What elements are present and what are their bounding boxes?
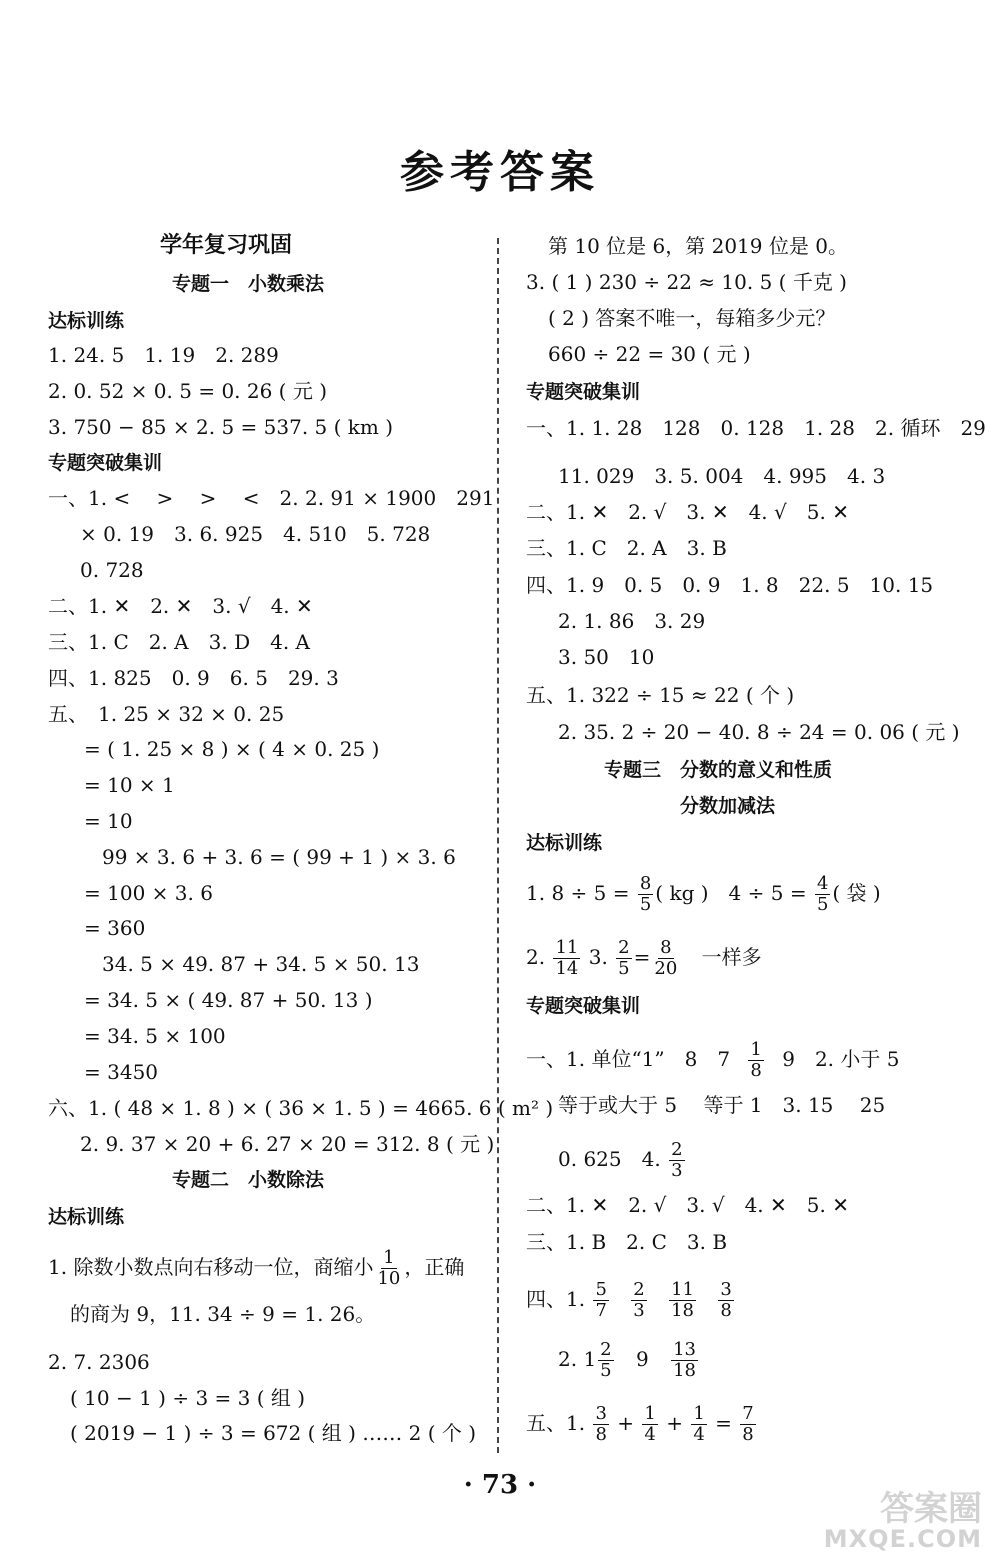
answer-line: 等于或大于 5 等于 1 3. 15 25 [558, 1093, 886, 1117]
numerator: 1 [693, 1403, 705, 1424]
fraction [691, 1404, 706, 1445]
denominator: 7 [595, 1300, 607, 1321]
answer-line [558, 1340, 700, 1381]
fraction [718, 1280, 733, 1321]
answer-line: = 10 × 1 [84, 773, 175, 797]
answer-text: 1. 除数小数点向右移动一位，商缩小 [48, 1255, 374, 1279]
answer-text: + [617, 1411, 635, 1435]
answer-line: 3. ( 1 ) 230 ÷ 22 ≈ 10. 5 ( 千克 ) [526, 270, 847, 294]
page-title: 参考答案 [400, 147, 600, 198]
fraction [631, 1280, 646, 1321]
numerator: 2 [600, 1339, 612, 1360]
answer-line: ( 2 ) 答案不唯一，每箱多少元？ [548, 306, 836, 330]
denominator: 5 [600, 1360, 612, 1381]
denominator: 18 [671, 1300, 694, 1321]
answer-text: 1. 8 ÷ 5 = [526, 881, 630, 905]
answer-line: 2. 0. 52 × 0. 5 = 0. 26 ( 元 ) [48, 379, 328, 403]
topic-heading-2: 专题二 小数除法 [172, 1169, 325, 1191]
answer-text: 一样多 [701, 945, 762, 969]
answer-line: = 3450 [84, 1060, 159, 1084]
answer-line [558, 1140, 687, 1181]
answer-text: 9 2. 小于 5 [782, 1047, 900, 1071]
answer-text: 3. [588, 945, 608, 969]
answer-text: ( 袋 ) [832, 881, 881, 905]
denominator: 18 [673, 1360, 696, 1381]
column-divider [497, 238, 499, 1453]
fraction [638, 874, 653, 915]
fraction [740, 1404, 755, 1445]
denominator: 5 [816, 894, 829, 915]
numerator: 2 [618, 937, 630, 958]
watermark-logo [823, 1489, 982, 1553]
answer-text: = [715, 1411, 732, 1435]
answer-text: = [633, 945, 651, 969]
answer-line: 一、1. 1. 28 128 0. 128 1. 28 2. 循环 29 [526, 416, 986, 440]
answer-text: 一、1. 单位“1” 8 7 [526, 1047, 731, 1071]
fraction [593, 1404, 608, 1445]
fraction [642, 1404, 657, 1445]
answer-line: 2. 7. 2306 [48, 1350, 150, 1374]
denominator: 10 [377, 1268, 401, 1289]
answer-text: 2. 1 [558, 1347, 597, 1371]
answer-line: 的商为 9，11. 34 ÷ 9 = 1. 26。 [70, 1302, 376, 1326]
numerator: 13 [673, 1339, 696, 1360]
numerator: 1 [644, 1403, 656, 1424]
numerator: 11 [555, 937, 579, 958]
denominator: 8 [750, 1060, 762, 1081]
numerator: 5 [595, 1279, 607, 1300]
answer-line: 11. 029 3. 5. 004 4. 995 4. 3 [558, 464, 886, 488]
answer-line [526, 1040, 899, 1081]
answer-line: 五、 1. 25 × 32 × 0. 25 [48, 702, 285, 726]
answer-line: 99 × 3. 6 + 3. 6 = ( 99 + 1 ) × 3. 6 [102, 845, 456, 869]
answer-line: 一、1. < > > < 2. 2. 91 × 1900 291 [48, 486, 495, 510]
answer-line: 2. 9. 37 × 20 + 6. 27 × 20 = 312. 8 ( 元 ) [80, 1132, 495, 1156]
answer-text: + [666, 1411, 683, 1435]
subheading-practice: 达标训练 [48, 310, 125, 332]
answer-text: 2. [526, 945, 546, 969]
answer-line: 三、1. B 2. C 3. B [526, 1230, 728, 1254]
answer-line: 二、1. ✕ 2. ✕ 3. √ 4. ✕ [48, 594, 313, 618]
fraction [652, 938, 679, 979]
topic-heading-3-sub: 分数加减法 [680, 795, 776, 817]
answer-line: 3. 50 10 [558, 645, 655, 669]
answer-line: 第 10 位是 6，第 2019 位是 0。 [548, 234, 848, 258]
numerator: 4 [816, 873, 829, 894]
answer-line [526, 1280, 736, 1321]
subheading-training: 专题突破集训 [526, 995, 641, 1017]
answer-line: = 34. 5 × ( 49. 87 + 50. 13 ) [84, 988, 373, 1012]
page-number: · 73 · [463, 1470, 537, 1500]
denominator: 4 [644, 1424, 656, 1445]
answer-line [48, 1248, 464, 1289]
denominator: 4 [693, 1424, 705, 1445]
answer-line: 二、1. ✕ 2. √ 3. √ 4. ✕ 5. ✕ [526, 1193, 849, 1217]
numerator: 3 [720, 1279, 732, 1300]
answer-line: = 34. 5 × 100 [84, 1024, 226, 1048]
fraction [748, 1040, 763, 1081]
answer-text: 9 [635, 1347, 649, 1371]
fraction [671, 1340, 698, 1381]
answer-line: 五、1. 322 ÷ 15 ≈ 22 ( 个 ) [526, 683, 795, 707]
numerator: 11 [671, 1279, 694, 1300]
topic-heading-1: 专题一 小数乘法 [172, 273, 325, 295]
answer-line: 3. 750 − 85 × 2. 5 = 537. 5 ( km ) [48, 415, 394, 439]
answer-line: = 10 [84, 809, 133, 833]
answer-line [526, 938, 762, 979]
answer-line: 三、1. C 2. A 3. D 4. A [48, 630, 310, 654]
denominator: 5 [639, 894, 652, 915]
denominator: 8 [742, 1424, 754, 1445]
denominator: 3 [633, 1300, 645, 1321]
numerator: 8 [639, 873, 652, 894]
fraction [593, 1280, 608, 1321]
answer-line: ( 10 − 1 ) ÷ 3 = 3 ( 组 ) [70, 1386, 306, 1410]
fraction [616, 938, 631, 979]
answer-line: 二、1. ✕ 2. √ 3. ✕ 4. √ 5. ✕ [526, 500, 849, 524]
answer-line: 2. 35. 2 ÷ 20 − 40. 8 ÷ 24 = 0. 06 ( 元 ) [558, 720, 960, 744]
answer-text: ( kg ) 4 ÷ 5 = [655, 881, 807, 905]
answer-line: 三、1. C 2. A 3. B [526, 536, 727, 560]
answer-line: ( 2019 − 1 ) ÷ 3 = 672 ( 组 ) …… 2 ( 个 ) [70, 1421, 477, 1445]
watermark-text: 答案圈 [880, 1489, 982, 1529]
fraction [815, 874, 830, 915]
answer-line: 四、1. 9 0. 5 0. 9 1. 8 22. 5 10. 15 [526, 573, 934, 597]
answer-line: 六、1. ( 48 × 1. 8 ) × ( 36 × 1. 5 ) = 4665. 6 ( m² ) [48, 1096, 554, 1120]
answer-line: 四、1. 825 0. 9 6. 5 29. 3 [48, 666, 339, 690]
topic-heading-3: 专题三 分数的意义和性质 [604, 759, 833, 781]
answer-line [526, 874, 881, 915]
answer-text: 0. 625 4. [558, 1147, 661, 1171]
answer-line: = 100 × 3. 6 [84, 881, 213, 905]
section-title: 学年复习巩固 [160, 233, 293, 258]
answer-line: = 360 [84, 916, 146, 940]
answer-line: 2. 1. 86 3. 29 [558, 609, 706, 633]
watermark-url: MXQE.COM [823, 1525, 982, 1553]
denominator: 20 [654, 958, 678, 979]
numerator: 1 [750, 1039, 762, 1060]
answer-line: 0. 728 [80, 558, 144, 582]
numerator: 7 [742, 1403, 754, 1424]
answer-text: 四、1. [526, 1287, 586, 1311]
fraction [669, 1280, 696, 1321]
answer-line [526, 1404, 758, 1445]
answer-line: × 0. 19 3. 6. 925 4. 510 5. 728 [80, 522, 431, 546]
denominator: 8 [720, 1300, 732, 1321]
numerator: 2 [633, 1279, 645, 1300]
subheading-practice: 达标训练 [48, 1206, 125, 1228]
numerator: 1 [383, 1247, 395, 1268]
denominator: 3 [671, 1160, 683, 1181]
answer-line: 660 ÷ 22 = 30 ( 元 ) [548, 342, 751, 366]
fraction [598, 1340, 613, 1381]
fraction [375, 1248, 402, 1289]
denominator: 8 [595, 1424, 607, 1445]
numerator: 3 [595, 1403, 607, 1424]
denominator: 14 [555, 958, 579, 979]
subheading-training: 专题突破集训 [48, 452, 163, 474]
fraction [669, 1140, 684, 1181]
fraction [553, 938, 580, 979]
denominator: 5 [618, 958, 630, 979]
answer-text: 五、1. [526, 1411, 586, 1435]
answer-line: = ( 1. 25 × 8 ) × ( 4 × 0. 25 ) [84, 737, 380, 761]
subheading-training: 专题突破集训 [526, 381, 641, 403]
answer-text: ，正确 [404, 1255, 465, 1279]
subheading-practice: 达标训练 [526, 832, 603, 854]
answer-line: 34. 5 × 49. 87 + 34. 5 × 50. 13 [102, 952, 420, 976]
numerator: 8 [660, 937, 672, 958]
answer-line: 1. 24. 5 1. 19 2. 289 [48, 343, 279, 367]
numerator: 2 [671, 1139, 683, 1160]
